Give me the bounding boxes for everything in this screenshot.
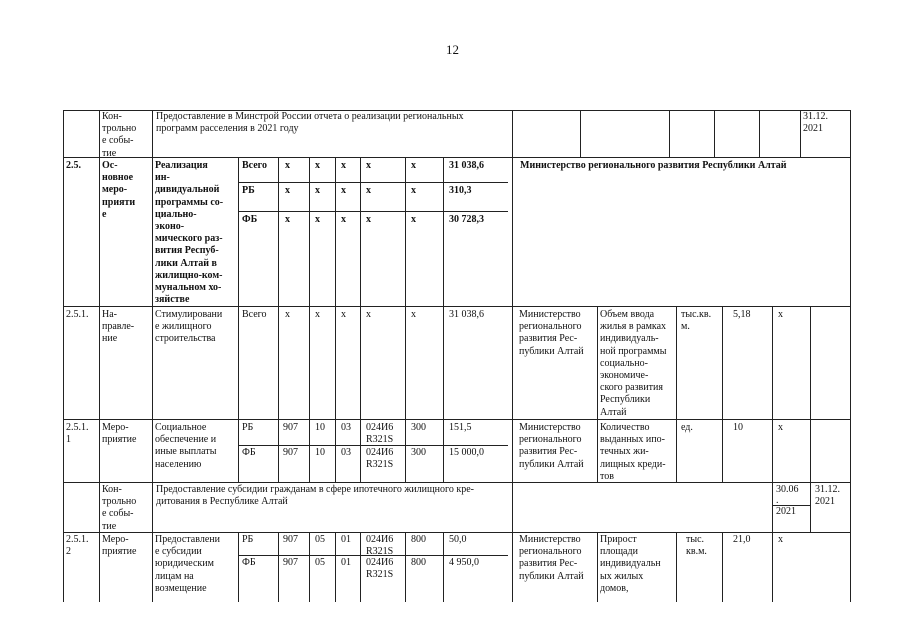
r4-c5-rb: 300: [411, 422, 426, 433]
column-divider: [714, 110, 715, 157]
row-divider: [63, 157, 850, 158]
r5-type: Кон- трольно е собы- тие: [102, 484, 137, 532]
r4-c3-fb: 03: [341, 447, 351, 458]
r2-amount-total: 31 038,6: [449, 160, 484, 171]
r6-c3-fb: 01: [341, 557, 351, 568]
r3-c4: х: [366, 309, 371, 320]
r6-c2-fb: 05: [315, 557, 325, 568]
column-divider: [772, 306, 773, 602]
r2-c3-rb: х: [341, 185, 346, 196]
r2-c4-fb: х: [366, 214, 371, 225]
r6-executor: Министерство регионального развития Рес- публики Алтай: [519, 534, 584, 582]
column-divider: [309, 157, 310, 482]
r4-num: 2.5.1. 1: [66, 422, 89, 446]
r2-c2-fb: х: [315, 214, 320, 225]
r2-c1-rb: х: [285, 185, 290, 196]
r4-src-rb: РБ: [242, 422, 254, 433]
r6-value: 21,0: [733, 534, 751, 545]
column-divider: [597, 532, 598, 602]
r4-indicator: Количество выданных ипо- течных жи- лищных креди- тов: [600, 422, 666, 482]
r3-executor: Министерство регионального развития Рес- публики Алтай: [519, 309, 584, 357]
r4-c3-rb: 03: [341, 422, 351, 433]
column-divider: [810, 306, 811, 532]
column-divider: [443, 532, 444, 602]
column-divider: [360, 157, 361, 482]
r6-src-fb: ФБ: [242, 557, 256, 568]
r4-c4-rb: 024И6 R321S: [366, 422, 394, 446]
r2-c1-fb: х: [285, 214, 290, 225]
r4-c1-rb: 907: [283, 422, 298, 433]
r3-value: 5,18: [733, 309, 751, 320]
r6-amount-rb: 50,0: [449, 534, 467, 545]
column-divider: [669, 110, 670, 157]
r6-c1-fb: 907: [283, 557, 298, 568]
r2-c1-total: х: [285, 160, 290, 171]
column-divider: [597, 306, 598, 482]
r2-c5-rb: х: [411, 185, 416, 196]
r1-text: Предоставление в Минстрой России отчета о реализации региональных программ расселения в 2021 году: [156, 111, 464, 135]
r2-amount-fb: 30 728,3: [449, 214, 484, 225]
r3-c2: х: [315, 309, 320, 320]
r2-name: Реализация ин- дивидуальной программы со- циально- эконо- мического раз- вития Респуб- лики Алтай в жилищно-ком- мунальном хо- зяйстве: [155, 160, 224, 306]
r6-c1-rb: 907: [283, 534, 298, 545]
r2-c5-total: х: [411, 160, 416, 171]
r3-num: 2.5.1.: [66, 309, 89, 320]
column-divider: [335, 532, 336, 602]
r6-c3-rb: 01: [341, 534, 351, 545]
r4-c5-fb: 300: [411, 447, 426, 458]
column-divider: [512, 110, 513, 602]
row-divider: [63, 482, 850, 483]
r4-c1-fb: 907: [283, 447, 298, 458]
r2-executor: Министерство регионального развития Республики Алтай: [520, 160, 787, 171]
column-divider: [360, 532, 361, 602]
column-divider: [278, 532, 279, 602]
r1-type: Кон- трольно е собы- тие: [102, 111, 137, 159]
table-border-right: [850, 110, 851, 602]
r4-x: х: [778, 422, 783, 433]
r3-indicator: Объем ввода жилья в рамках индивидуаль- ной программы социально- экономиче- ского развития Республики Алтай: [600, 309, 667, 418]
column-divider: [99, 110, 100, 602]
r4-executor: Министерство регионального развития Рес- публики Алтай: [519, 422, 584, 470]
r3-c1: х: [285, 309, 290, 320]
r3-c5: х: [411, 309, 416, 320]
r2-src-rb: РБ: [242, 185, 255, 196]
column-divider: [722, 532, 723, 602]
r2-c5-fb: х: [411, 214, 416, 225]
column-divider: [405, 532, 406, 602]
r2-c4-rb: х: [366, 185, 371, 196]
r4-amount-rb: 151,5: [449, 422, 472, 433]
r3-amount: 31 038,6: [449, 309, 484, 320]
row-divider: [63, 419, 850, 420]
r2-c4-total: х: [366, 160, 371, 171]
r2-src-total: Всего: [242, 160, 267, 171]
r6-src-rb: РБ: [242, 534, 254, 545]
table-border-left: [63, 110, 64, 602]
column-divider: [405, 157, 406, 482]
r4-src-fb: ФБ: [242, 447, 256, 458]
column-divider: [443, 157, 444, 482]
r6-name: Предоставлени е субсидии юридическим лицам на возмещение: [155, 534, 220, 594]
r2-c3-fb: х: [341, 214, 346, 225]
r3-src: Всего: [242, 309, 267, 320]
row-divider: [63, 532, 850, 533]
r6-type: Меро- приятие: [102, 534, 137, 558]
r5-text: Предоставление субсидии гражданам в сфере ипотечного жилищного кре- дитования в Республике Алтай: [156, 484, 474, 508]
r4-value: 10: [733, 422, 743, 433]
r5-date-end: 31.12. 2021: [815, 484, 840, 508]
r4-name: Социальное обеспечение и иные выплаты населению: [155, 422, 217, 470]
r3-name: Стимулировани е жилищного строительства: [155, 309, 223, 345]
r6-num: 2.5.1. 2: [66, 534, 89, 558]
r6-c4-rb: 024И6 R321S: [366, 534, 394, 558]
r2-type: Ос- новное меро- прияти е: [102, 160, 136, 220]
r3-c3: х: [341, 309, 346, 320]
column-divider: [580, 110, 581, 157]
r6-c5-fb: 800: [411, 557, 426, 568]
r2-c3-total: х: [341, 160, 346, 171]
r3-type: На- правле- ние: [102, 309, 135, 345]
r1-date: 31.12. 2021: [803, 111, 828, 135]
column-divider: [800, 110, 801, 157]
column-divider: [759, 110, 760, 157]
r4-unit: ед.: [681, 422, 693, 433]
r6-c2-rb: 05: [315, 534, 325, 545]
r2-src-fb: ФБ: [242, 214, 258, 225]
column-divider: [335, 157, 336, 482]
page-number: 12: [446, 42, 459, 57]
r6-x: х: [778, 534, 783, 545]
column-divider: [676, 306, 677, 482]
r6-unit: тыс. кв.м.: [686, 534, 707, 558]
column-divider: [676, 532, 677, 602]
r5-date-start: 30.06 . 2021: [776, 484, 799, 517]
r2-c2-total: х: [315, 160, 320, 171]
r2-num: 2.5.: [66, 160, 81, 171]
r4-type: Меро- приятие: [102, 422, 137, 446]
column-divider: [309, 532, 310, 602]
r2-c2-rb: х: [315, 185, 320, 196]
r6-amount-fb: 4 950,0: [449, 557, 479, 568]
r4-amount-fb: 15 000,0: [449, 447, 484, 458]
r6-c5-rb: 800: [411, 534, 426, 545]
column-divider: [722, 306, 723, 482]
r4-c2-fb: 10: [315, 447, 325, 458]
column-divider: [152, 110, 153, 602]
r4-c4-fb: 024И6 R321S: [366, 447, 394, 471]
r3-x: х: [778, 309, 783, 320]
r4-c2-rb: 10: [315, 422, 325, 433]
r6-indicator: Прирост площади индивидуальн ых жилых домов,: [600, 534, 661, 594]
column-divider: [278, 157, 279, 482]
r2-amount-rb: 310,3: [449, 185, 472, 196]
r3-unit: тыс.кв. м.: [681, 309, 712, 333]
r6-c4-fb: 024И6 R321S: [366, 557, 394, 581]
